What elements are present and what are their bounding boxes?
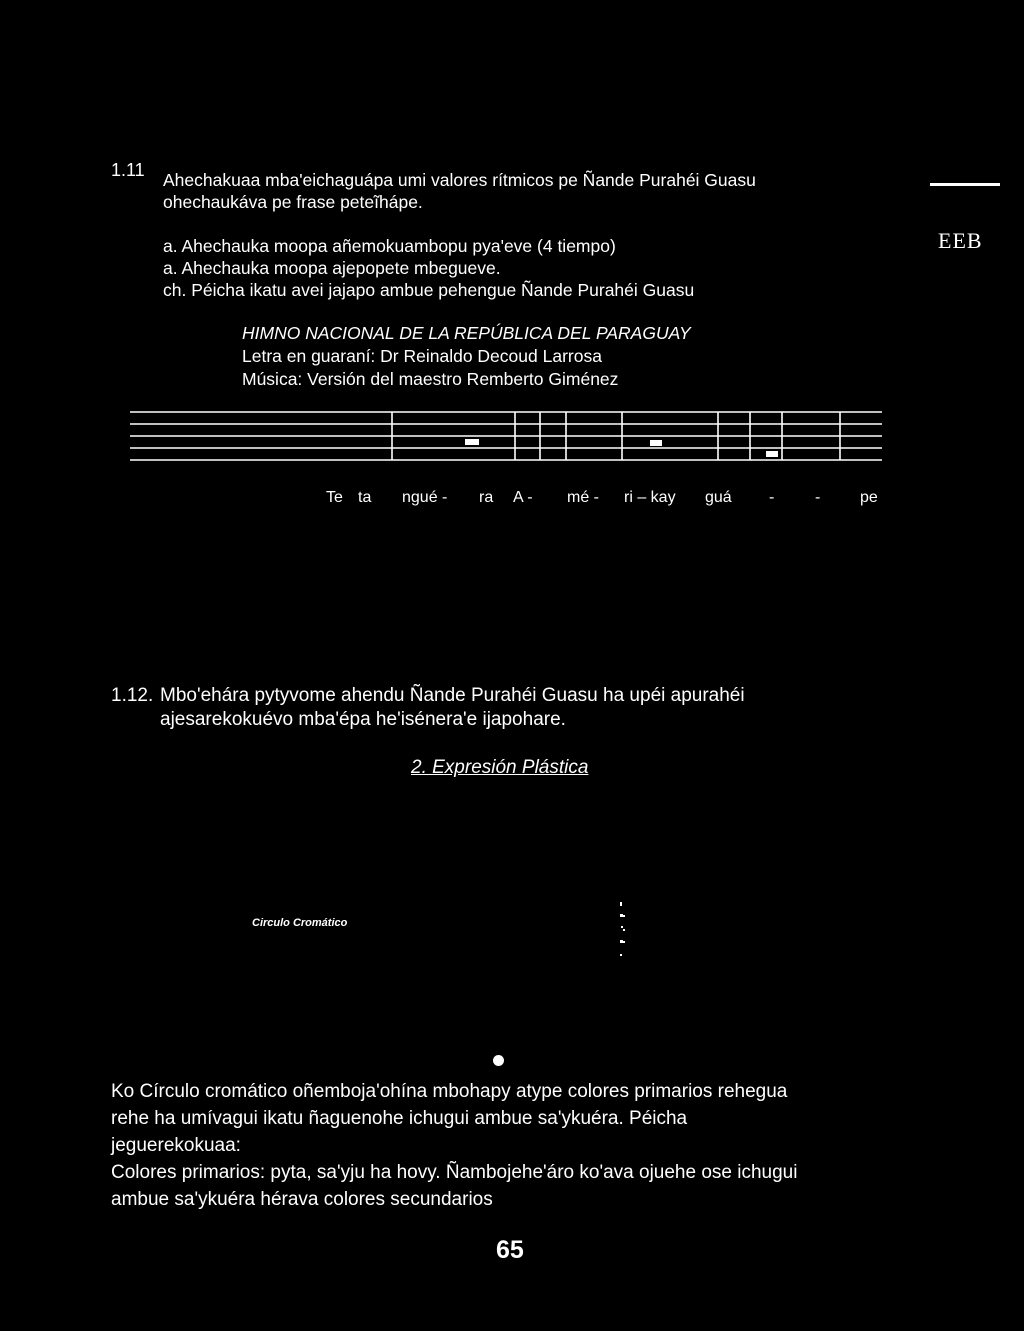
body-paragraph-line-5: ambue sa'ykuéra hérava colores secundarios [111, 1189, 493, 1210]
color-wheel-label: Circulo Cromático [252, 917, 348, 929]
bullet-dot [493, 1055, 504, 1066]
lyric-syllable: - [815, 489, 821, 506]
instruction-a-2: a. Ahechauka moopa ajepopete mbegueve. [163, 258, 501, 278]
music-staff [130, 405, 882, 465]
lyric-syllable: - [769, 489, 775, 506]
section-1-11-line-1: Ahechakuaa mba'eichaguápa umi valores rítmicos pe Ñande Purahéi Guasu [163, 170, 756, 190]
anthem-title: HIMNO NACIONAL DE LA REPÚBLICA DEL PARAGUAY [242, 323, 691, 343]
lyric-syllable: ngué - [402, 489, 448, 506]
section-1-12-line-2: ajesarekokuévo mba'épa he'isénera'e ijapohare. [160, 709, 566, 730]
body-paragraph-line-4: Colores primarios: pyta, sa'yju ha hovy. Ñambojehe'áro ko'ava ojuehe ose ichugui [111, 1162, 798, 1183]
section-2-heading: 2. Expresión Plástica [411, 757, 589, 778]
lyric-syllable: pe [860, 489, 878, 506]
lyric-syllable: ta [358, 489, 372, 506]
lyric-syllable: Te [326, 489, 343, 506]
lyric-syllable: A - [513, 489, 533, 506]
anthem-lyrics-credit: Letra en guaraní: Dr Reinaldo Decoud Larrosa [242, 346, 602, 366]
brand-rule [930, 183, 1000, 186]
body-paragraph-line-2: rehe ha umívagui ikatu ñaguenohe ichugui ambue sa'ykuéra. Péicha [111, 1108, 688, 1129]
section-number-1-11: 1.11 [111, 160, 145, 180]
lyric-syllable: mé - [567, 489, 599, 506]
body-paragraph-line-3: jeguerekokuaa: [111, 1135, 241, 1156]
lyric-syllable: ri – kay [624, 489, 676, 506]
section-1-11-line-2: ohechaukáva pe frase peteĩhápe. [163, 192, 423, 212]
section-number-1-12: 1.12. [111, 685, 154, 706]
lyric-syllable: guá [705, 489, 732, 506]
instruction-ch: ch. Péicha ikatu avei jajapo ambue pehengue Ñande Purahéi Guasu [163, 280, 695, 300]
brand-logo-text: EEB [938, 228, 983, 253]
color-wheel-marks-icon [612, 900, 632, 962]
page-number: 65 [496, 1236, 524, 1264]
instruction-a-1: a. Ahechauka moopa añemokuambopu pya'eve (4 tiempo) [163, 236, 616, 256]
anthem-music-credit: Música: Versión del maestro Remberto Giménez [242, 369, 619, 389]
section-1-12-line-1: Mbo'ehára pytyvome ahendu Ñande Purahéi Guasu ha upéi apurahéi [160, 685, 745, 706]
body-paragraph-line-1: Ko Círculo cromático oñemboja'ohína mbohapy atype colores primarios rehegua [111, 1081, 788, 1102]
lyric-syllable: ra [479, 489, 494, 506]
